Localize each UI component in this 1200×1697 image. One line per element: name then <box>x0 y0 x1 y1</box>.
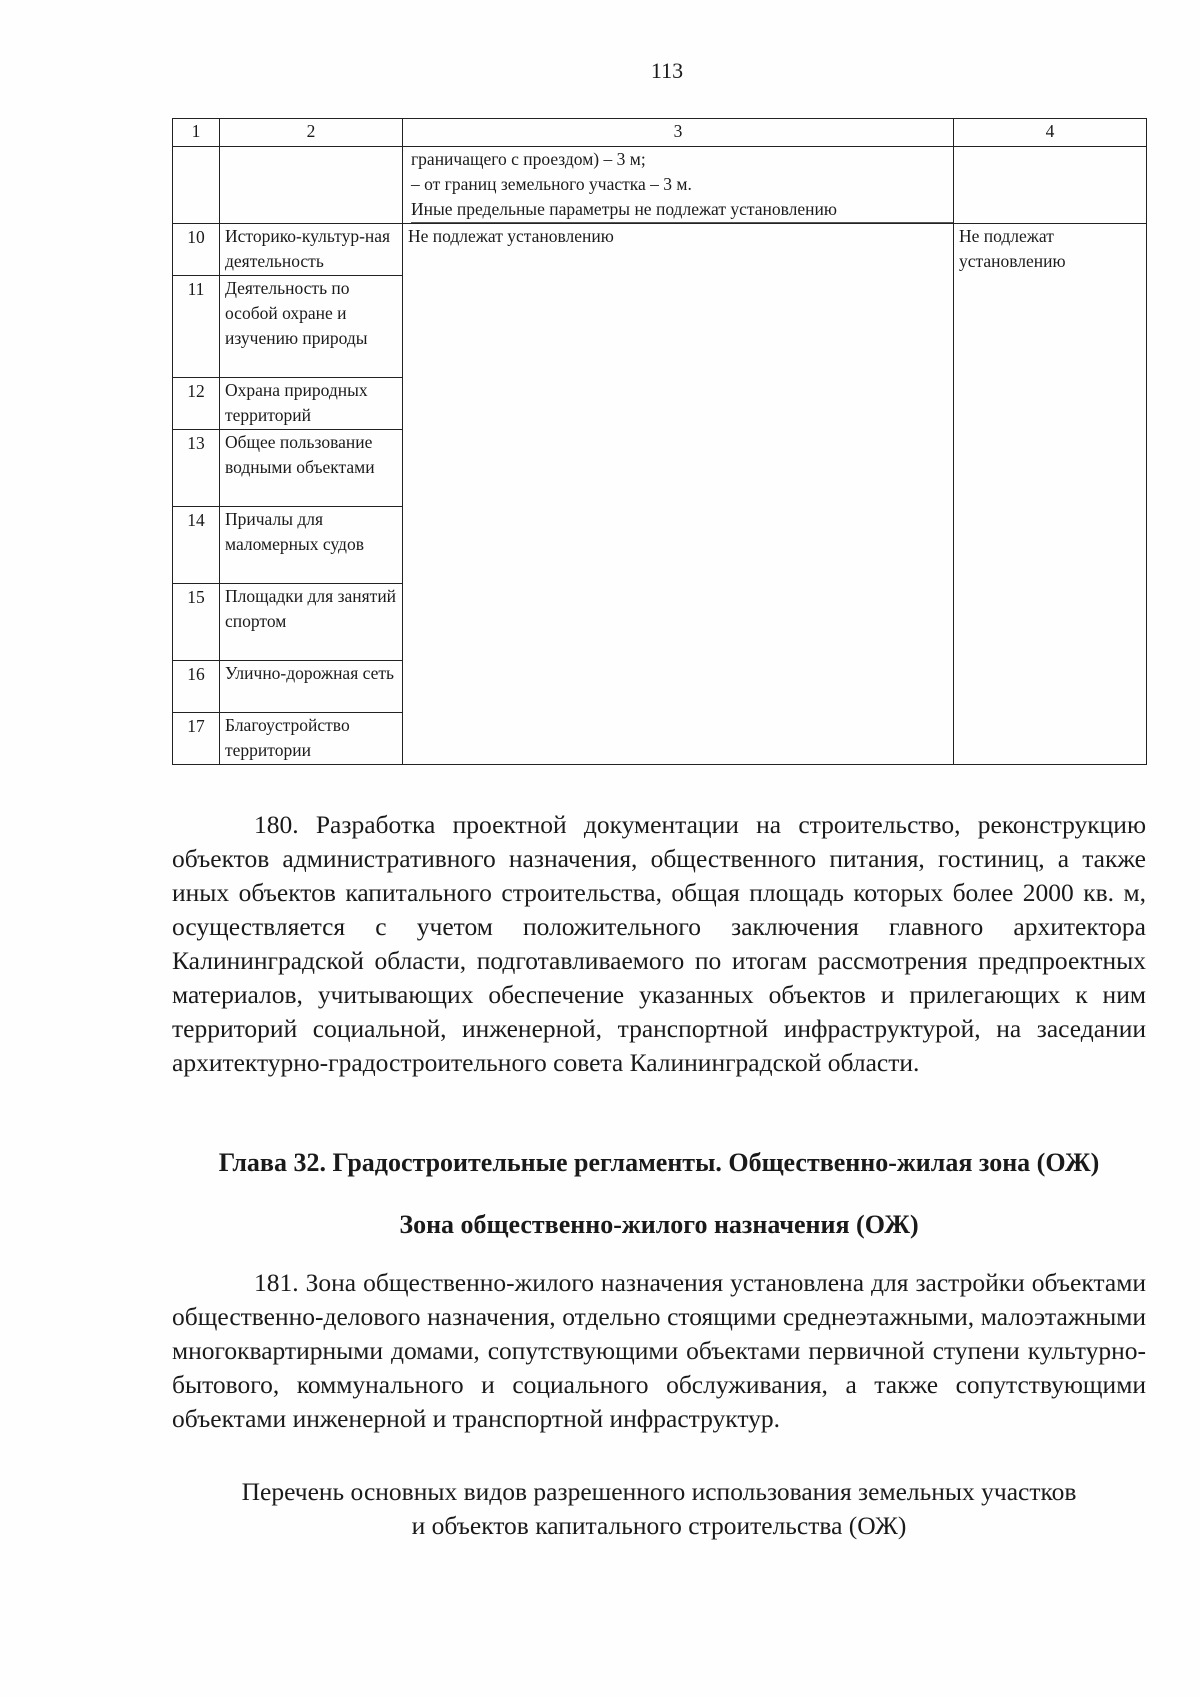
continuation-cell <box>403 147 954 224</box>
paragraph-181 <box>172 1266 1146 1436</box>
col4-merged-cell: Не подлежат установлению <box>954 224 1147 765</box>
list-title-line: Перечень основных видов разрешенного использования земельных участков <box>241 1477 1077 1506</box>
row-number: 16 <box>173 661 220 713</box>
row-name: Площадки для занятий спортом <box>220 584 403 661</box>
table-continuation-row <box>173 147 1147 224</box>
row-name: Причалы для маломерных судов <box>220 507 403 584</box>
row-name: Деятельность по особой охране и изучению природы <box>220 276 403 378</box>
zone-title: Зона общественно-жилого назначения (ОЖ) <box>399 1210 919 1239</box>
continuation-line: – от границ земельного участка – 3 м. <box>411 174 692 194</box>
table-row <box>173 224 1147 276</box>
regulation-table <box>172 118 1147 765</box>
row-number: 10 <box>173 224 220 276</box>
row-number: 11 <box>173 276 220 378</box>
paragraph-181-text: 181. Зона общественно-жилого назначения установлена для застройки объектами общественно-делового назначения, отдельно стоящими среднеэтажными, малоэтажными многоквартирными домами, сопутствующими объектами первичной ступени культурно-бытового, коммунального и социального обслуживания, а также сопутствующими объектами инженерной и транспортной инфраструктур. <box>172 1268 1146 1433</box>
row-number: 15 <box>173 584 220 661</box>
col3-merged-cell: Не подлежат установлению <box>403 224 954 765</box>
table-header-cell: 2 <box>220 119 403 147</box>
chapter-title: Глава 32. Градостроительные регламенты. Общественно-жилая зона (ОЖ) <box>218 1148 1100 1177</box>
table-header-row <box>173 119 1147 147</box>
row-name: Охрана природных территорий <box>220 378 403 430</box>
table-header-cell: 4 <box>954 119 1147 147</box>
row-number: 17 <box>173 713 220 765</box>
row-number: 14 <box>173 507 220 584</box>
row-number: 12 <box>173 378 220 430</box>
list-title <box>172 1475 1146 1543</box>
continuation-line: Иные предельные параметры не подлежат установлению <box>411 197 953 223</box>
table-header-cell: 1 <box>173 119 220 147</box>
list-title-line: и объектов капитального строительства (ОЖ) <box>411 1511 907 1540</box>
paragraph-180 <box>172 808 1146 1080</box>
row-name: Улично-дорожная сеть <box>220 661 403 713</box>
paragraph-180-text: 180. Разработка проектной документации на строительство, реконструкцию объектов административного назначения, общественного питания, гостиниц, а также иных объектов капитального строительства, общая площадь которых более 2000 кв. м, осуществляется с учетом положительного заключения главного архитектора Калининградской области, подготавливаемого по итогам рассмотрения предпроектных материалов, учитывающих обеспечение указанных объектов и прилегающих к ним территорий социальной, инженерной, транспортной инфраструктурой, на заседании архитектурно-градостроительного совета Калининградской области. <box>172 810 1146 1077</box>
row-name: Общее пользование водными объектами <box>220 430 403 507</box>
page-number: 113 <box>650 58 684 83</box>
row-number: 13 <box>173 430 220 507</box>
row-name: Историко-культур-ная деятельность <box>220 224 403 276</box>
table-header-cell: 3 <box>403 119 954 147</box>
continuation-line: граничащего с проездом) – 3 м; <box>411 149 646 169</box>
row-name: Благоустройство территории <box>220 713 403 765</box>
